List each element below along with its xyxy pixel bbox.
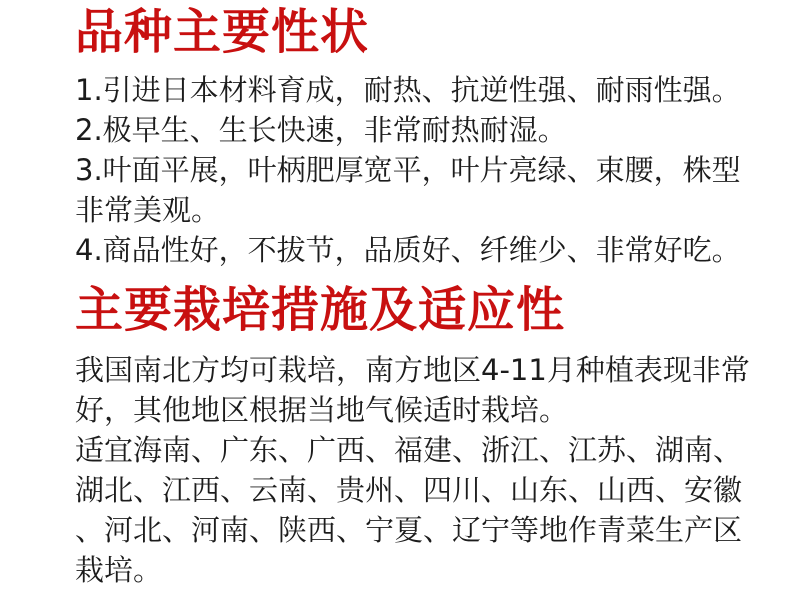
trait-item-1: 1.引进日本材料育成，耐热、抗逆性强、耐雨性强。 <box>75 73 741 107</box>
trait-item-2: 2.极早生、生长快速，非常耐热耐湿。 <box>75 113 567 147</box>
cultivation-heading: 主要栽培措施及适应性 <box>75 284 566 337</box>
section-variety-traits <box>75 4 750 270</box>
trait-item-4: 4.商品性好，不拔节，品质好、纤维少、非常好吃。 <box>75 233 741 267</box>
variety-traits-heading: 品种主要性状 <box>75 6 370 59</box>
cultivation-paragraph-province-list: 适宜海南、广东、广西、福建、浙江、江苏、湖南、湖北、江西、云南、贵州、四川、山东、山西、安徽、河北、河南、陕西、宁夏、辽宁等地作青菜生产区栽培。 <box>75 433 743 587</box>
cultivation-paragraph-regions-seasons: 我国南北方均可栽培，南方地区4-11月种植表现非常好，其他地区根据当地气候适时栽培。 <box>75 353 750 427</box>
trait-item-3: 3.叶面平展，叶柄肥厚宽平，叶片亮绿、束腰，株型非常美观。 <box>75 153 741 227</box>
section-cultivation-adaptability <box>75 282 750 590</box>
